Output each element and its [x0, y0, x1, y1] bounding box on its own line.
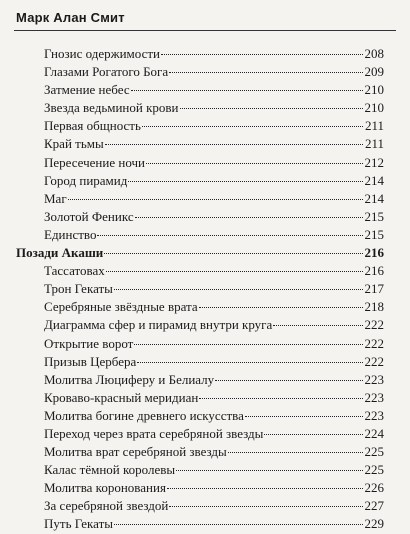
- toc-entry-title: Диаграмма сфер и пирамид внутри круга: [44, 317, 273, 333]
- toc-page-number: 224: [364, 425, 384, 441]
- toc-entry-row: [16, 425, 384, 443]
- dot-leader: [245, 416, 363, 417]
- toc-entry-title: Позади Акаши: [16, 245, 104, 261]
- dot-leader: [169, 506, 363, 507]
- toc-page-number: 218: [364, 299, 384, 315]
- toc-page-number: 215: [364, 208, 384, 224]
- toc-page-number: 210: [364, 100, 384, 116]
- toc-entry-title: Гнозис одержимости: [44, 46, 160, 61]
- dot-leader: [68, 199, 363, 200]
- toc-entry-row: [16, 479, 384, 497]
- dot-leader: [106, 271, 363, 272]
- toc-entry-title: Край тьмы: [44, 136, 104, 152]
- toc-page-number: 214: [364, 172, 384, 188]
- toc-entry-row: [16, 172, 384, 190]
- toc-page-number: 217: [364, 281, 384, 297]
- table-of-contents: [16, 45, 384, 534]
- toc-entry-row: [16, 335, 384, 353]
- toc-entry-title: Кроваво-красный меридиан: [44, 389, 199, 405]
- toc-entry-row: [16, 117, 384, 135]
- toc-page-number: 214: [364, 190, 384, 206]
- toc-entry-title: Затмение небес: [44, 82, 130, 98]
- toc-entry-title: Молитва врат серебряной звезды: [44, 444, 227, 460]
- toc-entry-title: Трон Гекаты: [44, 281, 113, 297]
- toc-entry-title: Маг: [44, 190, 67, 206]
- toc-entry-title: Первая общность: [44, 118, 141, 134]
- toc-entry-title: Путь Гекаты: [44, 516, 114, 532]
- toc-entry-title: Глазами Рогатого Бога: [44, 64, 169, 80]
- dot-leader: [176, 470, 363, 471]
- toc-page-number: 225: [364, 462, 384, 478]
- toc-page-number: 226: [364, 480, 384, 496]
- toc-entry-row: [16, 298, 384, 316]
- toc-page-number: 212: [364, 154, 384, 170]
- toc-page-number: 209: [364, 64, 384, 80]
- toc-entry-row: [16, 371, 384, 389]
- toc-entry-title: Золотой Феникс: [44, 208, 134, 224]
- toc-entry-row: [16, 262, 384, 280]
- toc-entry-row: [16, 407, 384, 425]
- toc-entry-row: [16, 443, 384, 461]
- toc-page-number: 211: [364, 136, 384, 152]
- running-header: [14, 8, 396, 31]
- toc-section-row: [16, 244, 384, 262]
- dot-leader: [180, 108, 363, 109]
- toc-entry-row: [16, 45, 384, 63]
- dot-leader: [134, 344, 363, 345]
- toc-entry-row: [16, 461, 384, 479]
- toc-page-number: 229: [364, 516, 384, 532]
- dot-leader: [228, 452, 363, 453]
- toc-page-number: 222: [364, 317, 384, 333]
- toc-entry-title: Калас тёмной королевы: [44, 462, 176, 478]
- toc-entry-title: Звезда ведьминой крови: [44, 100, 179, 116]
- toc-entry-title: Молитва Люциферу и Белиалу: [44, 371, 215, 387]
- toc-entry-row: [16, 190, 384, 208]
- dot-leader: [273, 325, 363, 326]
- toc-entry-row: [16, 208, 384, 226]
- dot-leader: [105, 144, 363, 145]
- toc-page-number: 227: [364, 498, 384, 514]
- toc-entry-row: [16, 81, 384, 99]
- dot-leader: [137, 362, 363, 363]
- author-name: Марк Алан Смит: [16, 10, 125, 25]
- toc-page-number: 208: [364, 46, 384, 61]
- toc-entry-row: [16, 497, 384, 515]
- toc-entry-title: Молитва богине древнего искусства: [44, 407, 244, 423]
- toc-entry-row: [16, 389, 384, 407]
- toc-page-number: 211: [364, 118, 384, 134]
- toc-entry-row: [16, 135, 384, 153]
- dot-leader: [264, 434, 363, 435]
- toc-entry-title: Пересечение ночи: [44, 154, 145, 170]
- toc-entry-title: Молитва коронования: [44, 480, 166, 496]
- dot-leader: [167, 488, 363, 489]
- dot-leader: [199, 307, 363, 308]
- toc-entry-row: [16, 154, 384, 172]
- toc-page-number: 222: [364, 353, 384, 369]
- toc-entry-row: [16, 353, 384, 371]
- toc-page-number: 216: [364, 263, 384, 279]
- dot-leader: [146, 163, 363, 164]
- toc-entry-title: За серебряной звездой: [44, 498, 169, 514]
- toc-page-number: 223: [364, 389, 384, 405]
- dot-leader: [135, 217, 363, 218]
- toc-page-number: 225: [364, 444, 384, 460]
- dot-leader: [114, 289, 363, 290]
- toc-entry-title: Серебряные звёздные врата: [44, 299, 198, 315]
- dot-leader: [169, 72, 363, 73]
- toc-page-number: 216: [364, 245, 384, 261]
- dot-leader: [131, 90, 363, 91]
- dot-leader: [161, 54, 363, 55]
- toc-page-number: 222: [364, 335, 384, 351]
- toc-entry-row: [16, 280, 384, 298]
- dot-leader: [97, 235, 363, 236]
- toc-page-number: 223: [364, 371, 384, 387]
- dot-leader: [142, 126, 363, 127]
- toc-page-number: 223: [364, 407, 384, 423]
- toc-entry-title: Единство: [44, 226, 97, 242]
- toc-entry-title: Призыв Цербера: [44, 353, 137, 369]
- toc-entry-row: [16, 63, 384, 81]
- toc-entry-title: Тассатовах: [44, 263, 105, 279]
- toc-entry-title: Переход через врата серебряной звезды: [44, 425, 264, 441]
- dot-leader: [128, 181, 363, 182]
- toc-entry-title: Открытие ворот: [44, 335, 134, 351]
- toc-entry-row: [16, 316, 384, 334]
- toc-entry-title: Город пирамид: [44, 172, 128, 188]
- dot-leader: [104, 253, 363, 254]
- toc-page-number: 210: [364, 82, 384, 98]
- dot-leader: [215, 380, 363, 381]
- toc-entry-row: [16, 99, 384, 117]
- dot-leader: [199, 398, 363, 399]
- toc-entry-row: [16, 226, 384, 244]
- toc-page-number: 215: [364, 226, 384, 242]
- dot-leader: [114, 524, 363, 525]
